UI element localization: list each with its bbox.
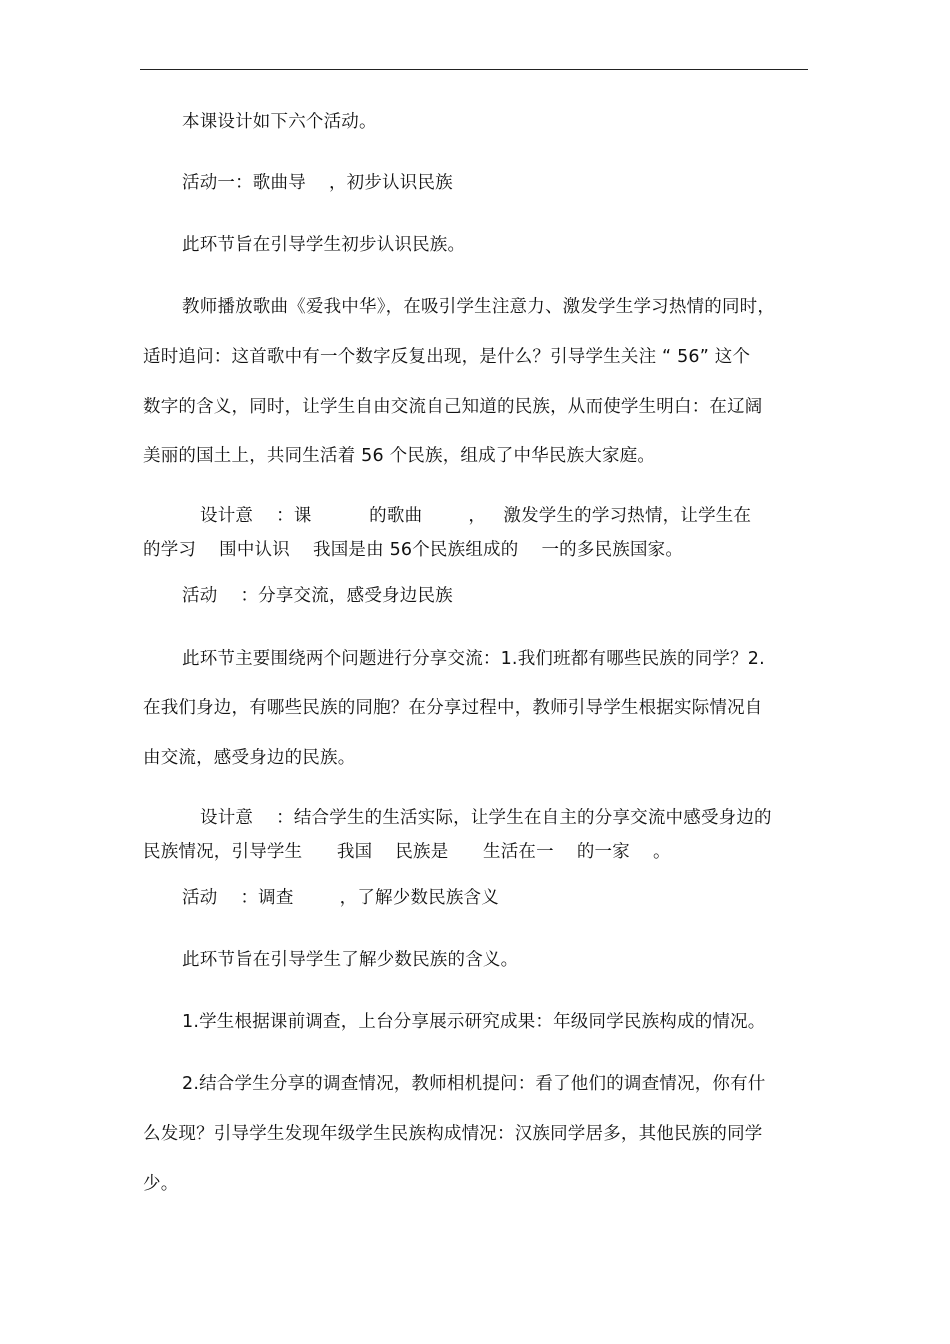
paragraph-line: 由交流，感受身边的民族。 bbox=[143, 748, 356, 768]
design-intent-line: 民族情况，引导学生 我国 民族是 生活在一 的一家 。 bbox=[143, 842, 671, 862]
activity-3-heading: 活动 ：调查 ，了解少数民族含义 bbox=[182, 888, 499, 908]
activity-2-heading: 活动 ：分享交流，感受身边民族 bbox=[182, 586, 453, 606]
paragraph-line: 此环节旨在引导学生初步认识民族。 bbox=[182, 235, 466, 255]
design-intent-line: 设计意 ：课 的歌曲 ， 激发学生的学习热情，让学生在 bbox=[200, 506, 752, 526]
list-item-1: 1.学生根据课前调查，上台分享展示研究成果：年级同学民族构成的情况。 bbox=[182, 1012, 766, 1032]
paragraph-line: 在我们身边，有哪些民族的同胞？在分享过程中，教师引导学生根据实际情况自 bbox=[143, 698, 763, 718]
paragraph-line: 此环节旨在引导学生了解少数民族的含义。 bbox=[182, 950, 519, 970]
paragraph-line: 少。 bbox=[143, 1174, 179, 1194]
paragraph-line: 教师播放歌曲《爱我中华》，在吸引学生注意力、激发学生学习热情的同时， bbox=[182, 297, 776, 317]
paragraph-line: 么发现？引导学生发现年级学生民族构成情况：汉族同学居多，其他民族的同学 bbox=[143, 1124, 763, 1144]
paragraph-line: 适时追问：这首歌中有一个数字反复出现，是什么？引导学生关注 “ 56” 这个 bbox=[143, 347, 751, 367]
design-intent-line: 的学习 围中认识 我国是由 56个民族组成的 一的多民族国家。 bbox=[143, 540, 684, 560]
header-rule bbox=[140, 69, 808, 70]
paragraph-line: 数字的含义，同时，让学生自由交流自己知道的民族，从而使学生明白：在辽阔 bbox=[143, 397, 763, 417]
list-item-2: 2.结合学生分享的调查情况，教师相机提问：看了他们的调查情况，你有什 bbox=[182, 1074, 766, 1094]
paragraph-line: 美丽的国土上，共同生活着 56 个民族，组成了中华民族大家庭。 bbox=[143, 446, 656, 466]
paragraph-line: 此环节主要围绕两个问题进行分享交流：1.我们班都有哪些民族的同学？2. bbox=[182, 649, 765, 669]
design-intent-line: 设计意 ：结合学生的生活实际，让学生在自主的分享交流中感受身边的 bbox=[200, 808, 772, 828]
activity-1-heading: 活动一：歌曲导 ，初步认识民族 bbox=[182, 173, 453, 193]
intro-line: 本课设计如下六个活动。 bbox=[182, 112, 377, 132]
